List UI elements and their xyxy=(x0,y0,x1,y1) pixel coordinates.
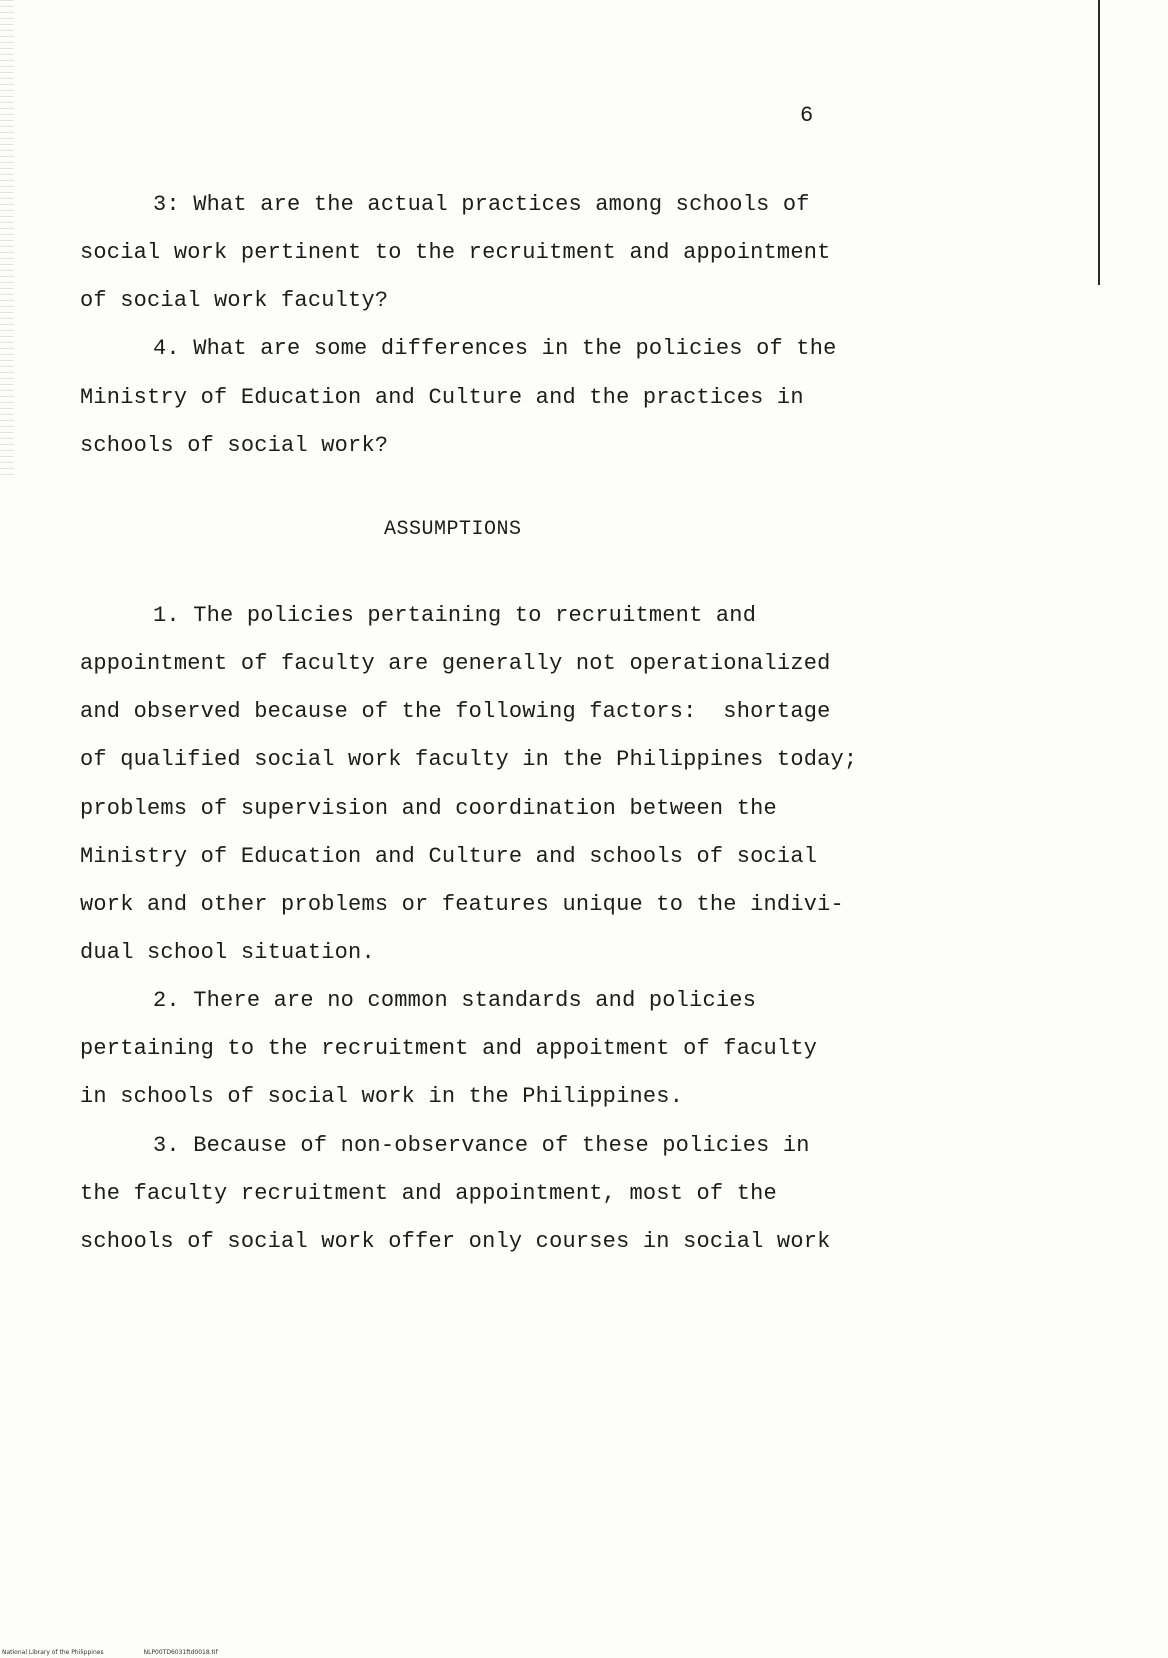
assumption-3-line-2: the faculty recruitment and appointment, most of the xyxy=(80,1181,777,1206)
question-4-line-3: schools of social work? xyxy=(80,433,389,458)
assumption-2-line-3: in schools of social work in the Philippines. xyxy=(80,1084,684,1109)
assumption-3-line-3: schools of social work offer only courses in social work xyxy=(80,1229,831,1254)
question-3-line-3: of social work faculty? xyxy=(80,288,389,313)
assumption-1-line-6: Ministry of Education and Culture and schools of social xyxy=(80,844,818,869)
assumptions-heading: ASSUMPTIONS xyxy=(384,518,522,541)
page-number: 6 xyxy=(800,103,814,128)
assumption-1-line-3: and observed because of the following factors: shortage xyxy=(80,699,831,724)
assumption-1-line-5: problems of supervision and coordination between the xyxy=(80,796,777,821)
assumption-1-line-1: 1. The policies pertaining to recruitment and xyxy=(153,603,757,628)
scan-margin-line xyxy=(1098,0,1100,285)
assumption-3-line-1: 3. Because of non-observance of these policies in xyxy=(153,1133,810,1158)
assumption-1-line-4: of qualified social work faculty in the Philippines today; xyxy=(80,747,858,772)
scan-footer xyxy=(2,1649,218,1656)
footer-source: National Library of the Philippines xyxy=(2,1649,104,1656)
question-4-line-1: 4. What are some differences in the policies of the xyxy=(153,336,837,361)
scan-edge-noise xyxy=(0,0,14,480)
assumption-1-line-2: appointment of faculty are generally not operationalized xyxy=(80,651,831,676)
assumption-2-line-2: pertaining to the recruitment and appoitment of faculty xyxy=(80,1036,818,1061)
question-3-line-1: 3: What are the actual practices among schools of xyxy=(153,192,810,217)
question-4-line-2: Ministry of Education and Culture and the practices in xyxy=(80,385,804,410)
question-3-line-2: social work pertinent to the recruitment and appointment xyxy=(80,240,831,265)
assumption-1-line-7: work and other problems or features unique to the indivi- xyxy=(80,892,844,917)
footer-file: NLP00TD6031ftd0018.tif xyxy=(143,1649,218,1656)
assumption-1-line-8: dual school situation. xyxy=(80,940,375,965)
assumption-2-line-1: 2. There are no common standards and policies xyxy=(153,988,757,1013)
